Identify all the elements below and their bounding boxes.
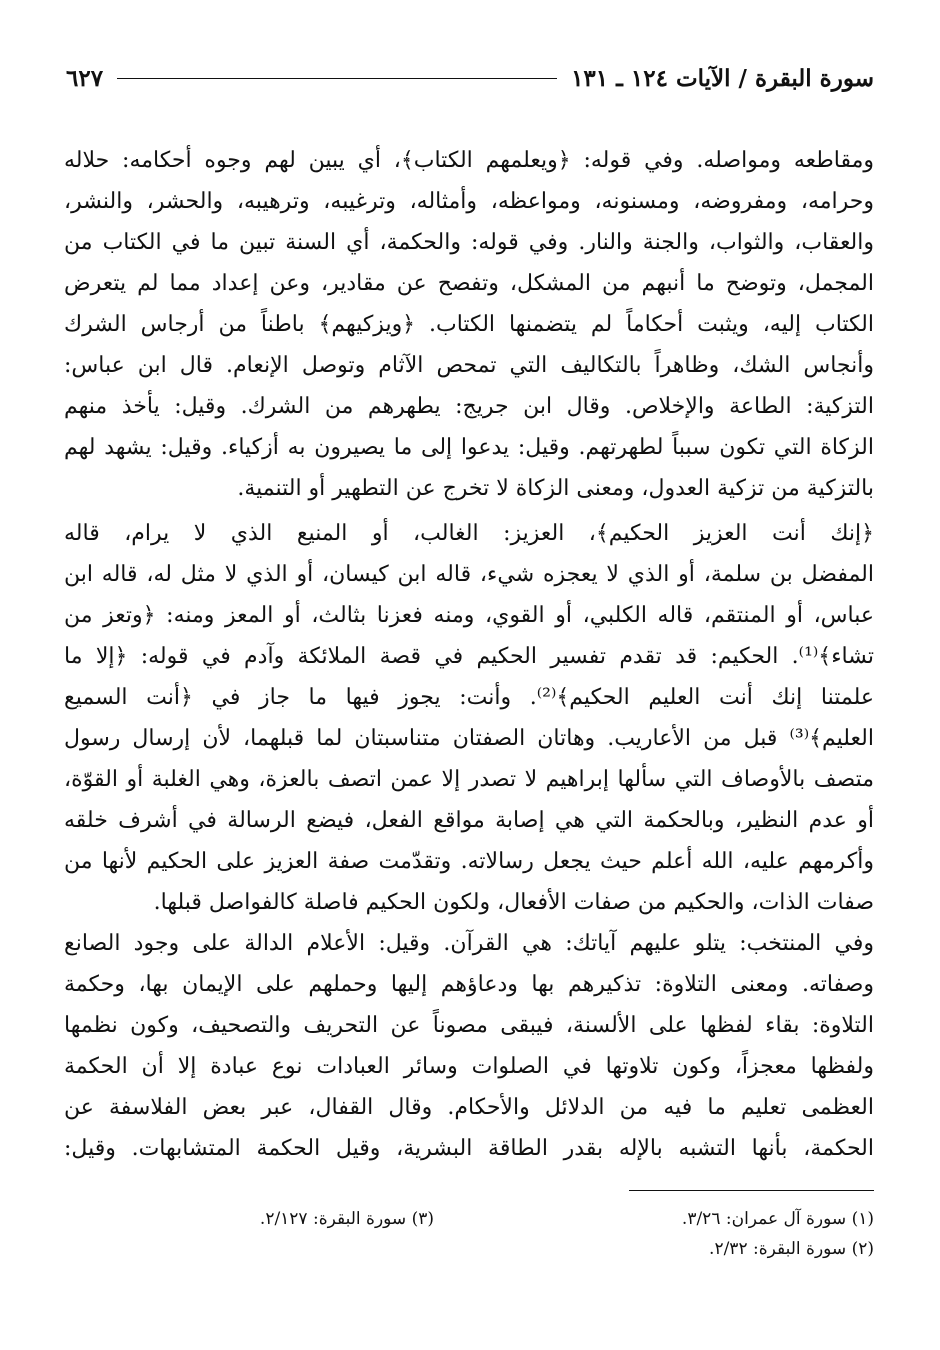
footnote-row [66,1234,874,1264]
paragraph [64,923,874,1169]
text-line: تشاء﴾⁽¹⁾. الحكيم: قد تقدم تفسير الحكيم في قصة الملائكة وآدم في قوله: ﴿إلا ما [64,644,874,669]
text-line: التلاوة: بقاء لفظها على الألسنة، فيبقى مصوناً عن التحريف والتصحيف، وكون نظمها [64,1013,874,1038]
text-line: صفات الذات، والحكيم من صفات الأفعال، ولكون الحكيم فاصلة كالفواصل قبلها. [153,890,874,915]
text-line: ولفظها معجزاً، وكون تلاوتها في الصلوات وسائر العبادات نوع عبادة إلا أن الحكمة [64,1054,874,1079]
footnotes [66,1204,874,1264]
text-line: وصفاته. ومعنى التلاوة: تذكيرهم بها ودعاؤهم إليها وحملهم على الإيمان بها، وحكمة [64,972,874,997]
text-line: وفي المنتخب: يتلو عليهم آياتك: هي القرآن. وقيل: الأعلام الدالة على وجود الصانع [64,931,874,956]
paragraph [64,513,874,923]
text-line: وأكرمهم عليه، الله أعلم حيث يجعل رسالاته. وتقدّمت صفة العزيز على الحكيم لأنها من [64,849,874,874]
main-text [64,140,874,1169]
paragraph [64,140,874,509]
text-line: العليم﴾⁽³⁾ قبل من الأعاريب. وهاتان الصفتان متناسبتان لما قبلهما، لأن إرسال رسول [64,726,874,751]
text-line: الزكاة التي تكون سبباً لطهرتهم. وقيل: يدعوا إلى ما يصيرون به أزكياء. وقيل: يشهد لهم [64,435,874,460]
running-header [66,58,874,98]
text-line: المجمل، وتوضح ما أنبهم من المشكل، وتفصح عن مقادير، وعن إعداد مما لم يتعرض [64,271,874,296]
page-number: ٦٢٧ [66,64,104,92]
text-line: وحرامه، ومفروضه، ومسنونه، ومواعظه، وأمثاله، وترغيبه، وترهيبه، والحشر، والنشر، [64,189,874,214]
text-line: المفضل بن سلمة، أو الذي لا يعجزه شيء، قاله ابن كيسان، أو الذي لا مثل له، قاله ابن [64,562,874,587]
footnote-1: (١) سورة آل عمران: ٣/٢٦. [681,1209,874,1229]
footnote-2: (٢) سورة البقرة: ٢/٣٢. [709,1239,874,1259]
text-line: التزكية: الطاعة والإخلاص. وقال ابن جريج: يطهرهم من الشرك. وقيل: يأخذ منهم [64,394,874,419]
text-line: الحكمة، بأنها التشبه بالإله بقدر الطاقة البشرية، وقيل الحكمة المتشابهات. وقيل: [64,1136,874,1161]
text-line: وأنجاس الشك، وظاهراً بالتكاليف التي تمحص الآثام وتوصل الإنعام. قال ابن عباس: [64,353,874,378]
header-rule [117,78,557,79]
text-line: بالتزكية من تزكية العدول، ومعنى الزكاة لا تخرج عن التطهير أو التنمية. [237,476,874,501]
text-line: والعقاب، والثواب، والجنة والنار. وفي قوله: والحكمة، أي السنة تبين ما في الكتاب من [64,230,874,255]
text-line: العظمى تعليم ما فيه من الدلائل والأحكام. وقال القفال، عبر بعض الفلاسفة عن [64,1095,874,1120]
text-line: ﴿إنك أنت العزيز الحكيم﴾، العزيز: الغالب، أو المنيع الذي لا يرام، قاله [64,521,874,546]
text-line: أو عدم النظير، وبالحكمة التي هي إصابة مواقع الفعل، فيضع الرسالة في أشرف خلقه [64,808,874,833]
text-line: عباس، أو المنتقم، قاله الكلبي، أو القوي، ومنه فعزنا بثالث، أو المعز ومنه: ﴿وتعز من [64,603,874,628]
footnote-3: (٣) سورة البقرة: ٢/١٢٧. [259,1209,434,1229]
text-line: الكتاب إليه، ويثبت أحكاماً لم يتضمنها الكتاب. ﴿ويزكيهم﴾ باطناً من أرجاس الشرك [64,312,874,337]
text-line: علمتنا إنك أنت العليم الحكيم﴾⁽²⁾. وأنت: يجوز فيها ما جاز في ﴿أنت السميع [64,685,874,710]
running-header-title: سورة البقرة / الآيات ١٢٤ ـ ١٣١ [571,64,874,92]
text-line: ومقاطعه ومواصله. وفي قوله: ﴿ويعلمهم الكتاب﴾، أي يبين لهم وجوه أحكامه: حلاله [64,148,874,173]
footnote-row [66,1204,874,1234]
text-line: متصف بالأوصاف التي سألها إبراهيم لا تصدر إلا عمن اتصف بالعزة، وهي الغلبة أو القوّة، [64,767,874,792]
footnote-rule [629,1190,874,1191]
